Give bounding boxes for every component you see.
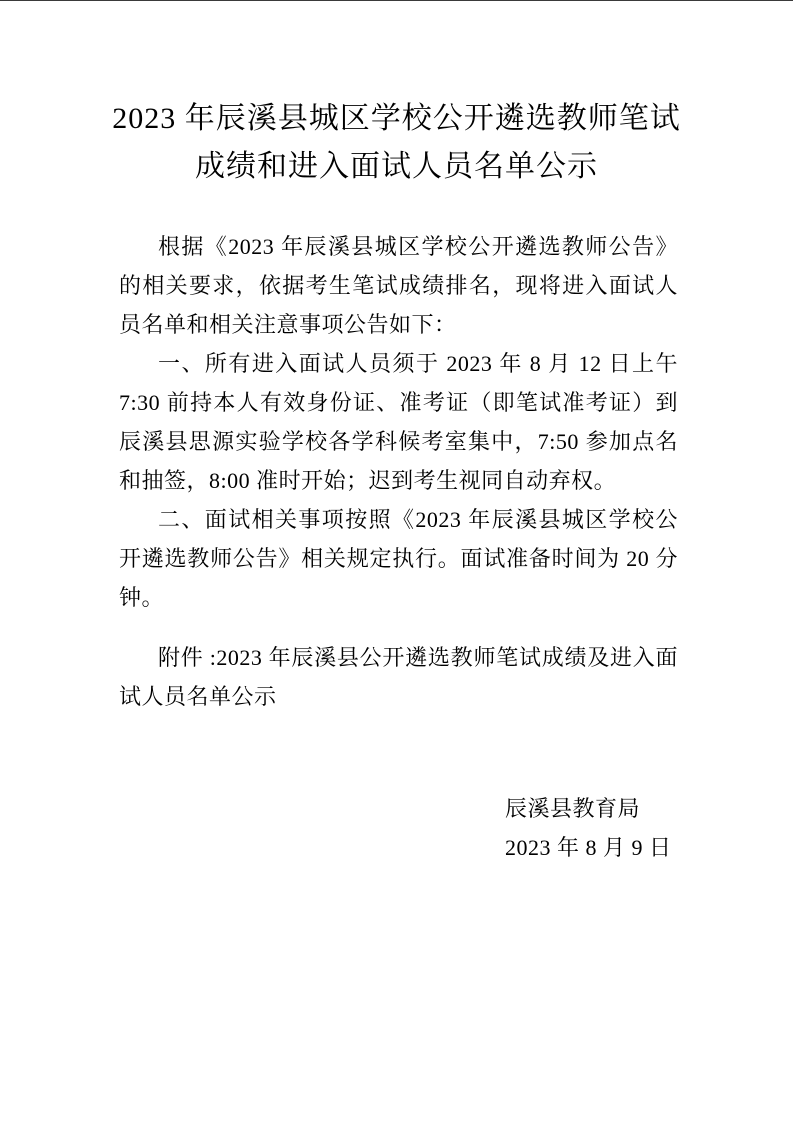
- title-line-1: 2023 年辰溪县城区学校公开遴选教师笔试: [112, 102, 681, 135]
- document-body: [0, 227, 793, 867]
- title-line-2: 成绩和进入面试人员名单公示: [195, 150, 598, 183]
- document-title: [0, 95, 793, 191]
- signature-date: 2023 年 8 月 9 日: [505, 835, 672, 860]
- paragraph-item-1: 一、所有进入面试人员须于 2023 年 8 月 12 日上午 7:30 前持本人有效身份证、准考证（即笔试准考证）到辰溪县思源实验学校各学科候考室集中，7:50 参加点名和抽签，8:00 准时开始；迟到考生视同自动弃权。: [119, 351, 678, 493]
- signature-block: [119, 789, 678, 867]
- paragraph-attachment: 附件 :2023 年辰溪县公开遴选教师笔试成绩及进入面试人员名单公示: [119, 645, 678, 709]
- paragraph-item-2: 二、面试相关事项按照《2023 年辰溪县城区学校公开遴选教师公告》相关规定执行。面试准备时间为 20 分钟。: [119, 507, 678, 610]
- paragraph-intro: 根据《2023 年辰溪县城区学校公开遴选教师公告》的相关要求，依据考生笔试成绩排名，现将进入面试人员名单和相关注意事项公告如下：: [119, 234, 678, 337]
- signature-org: 辰溪县教育局: [505, 796, 641, 821]
